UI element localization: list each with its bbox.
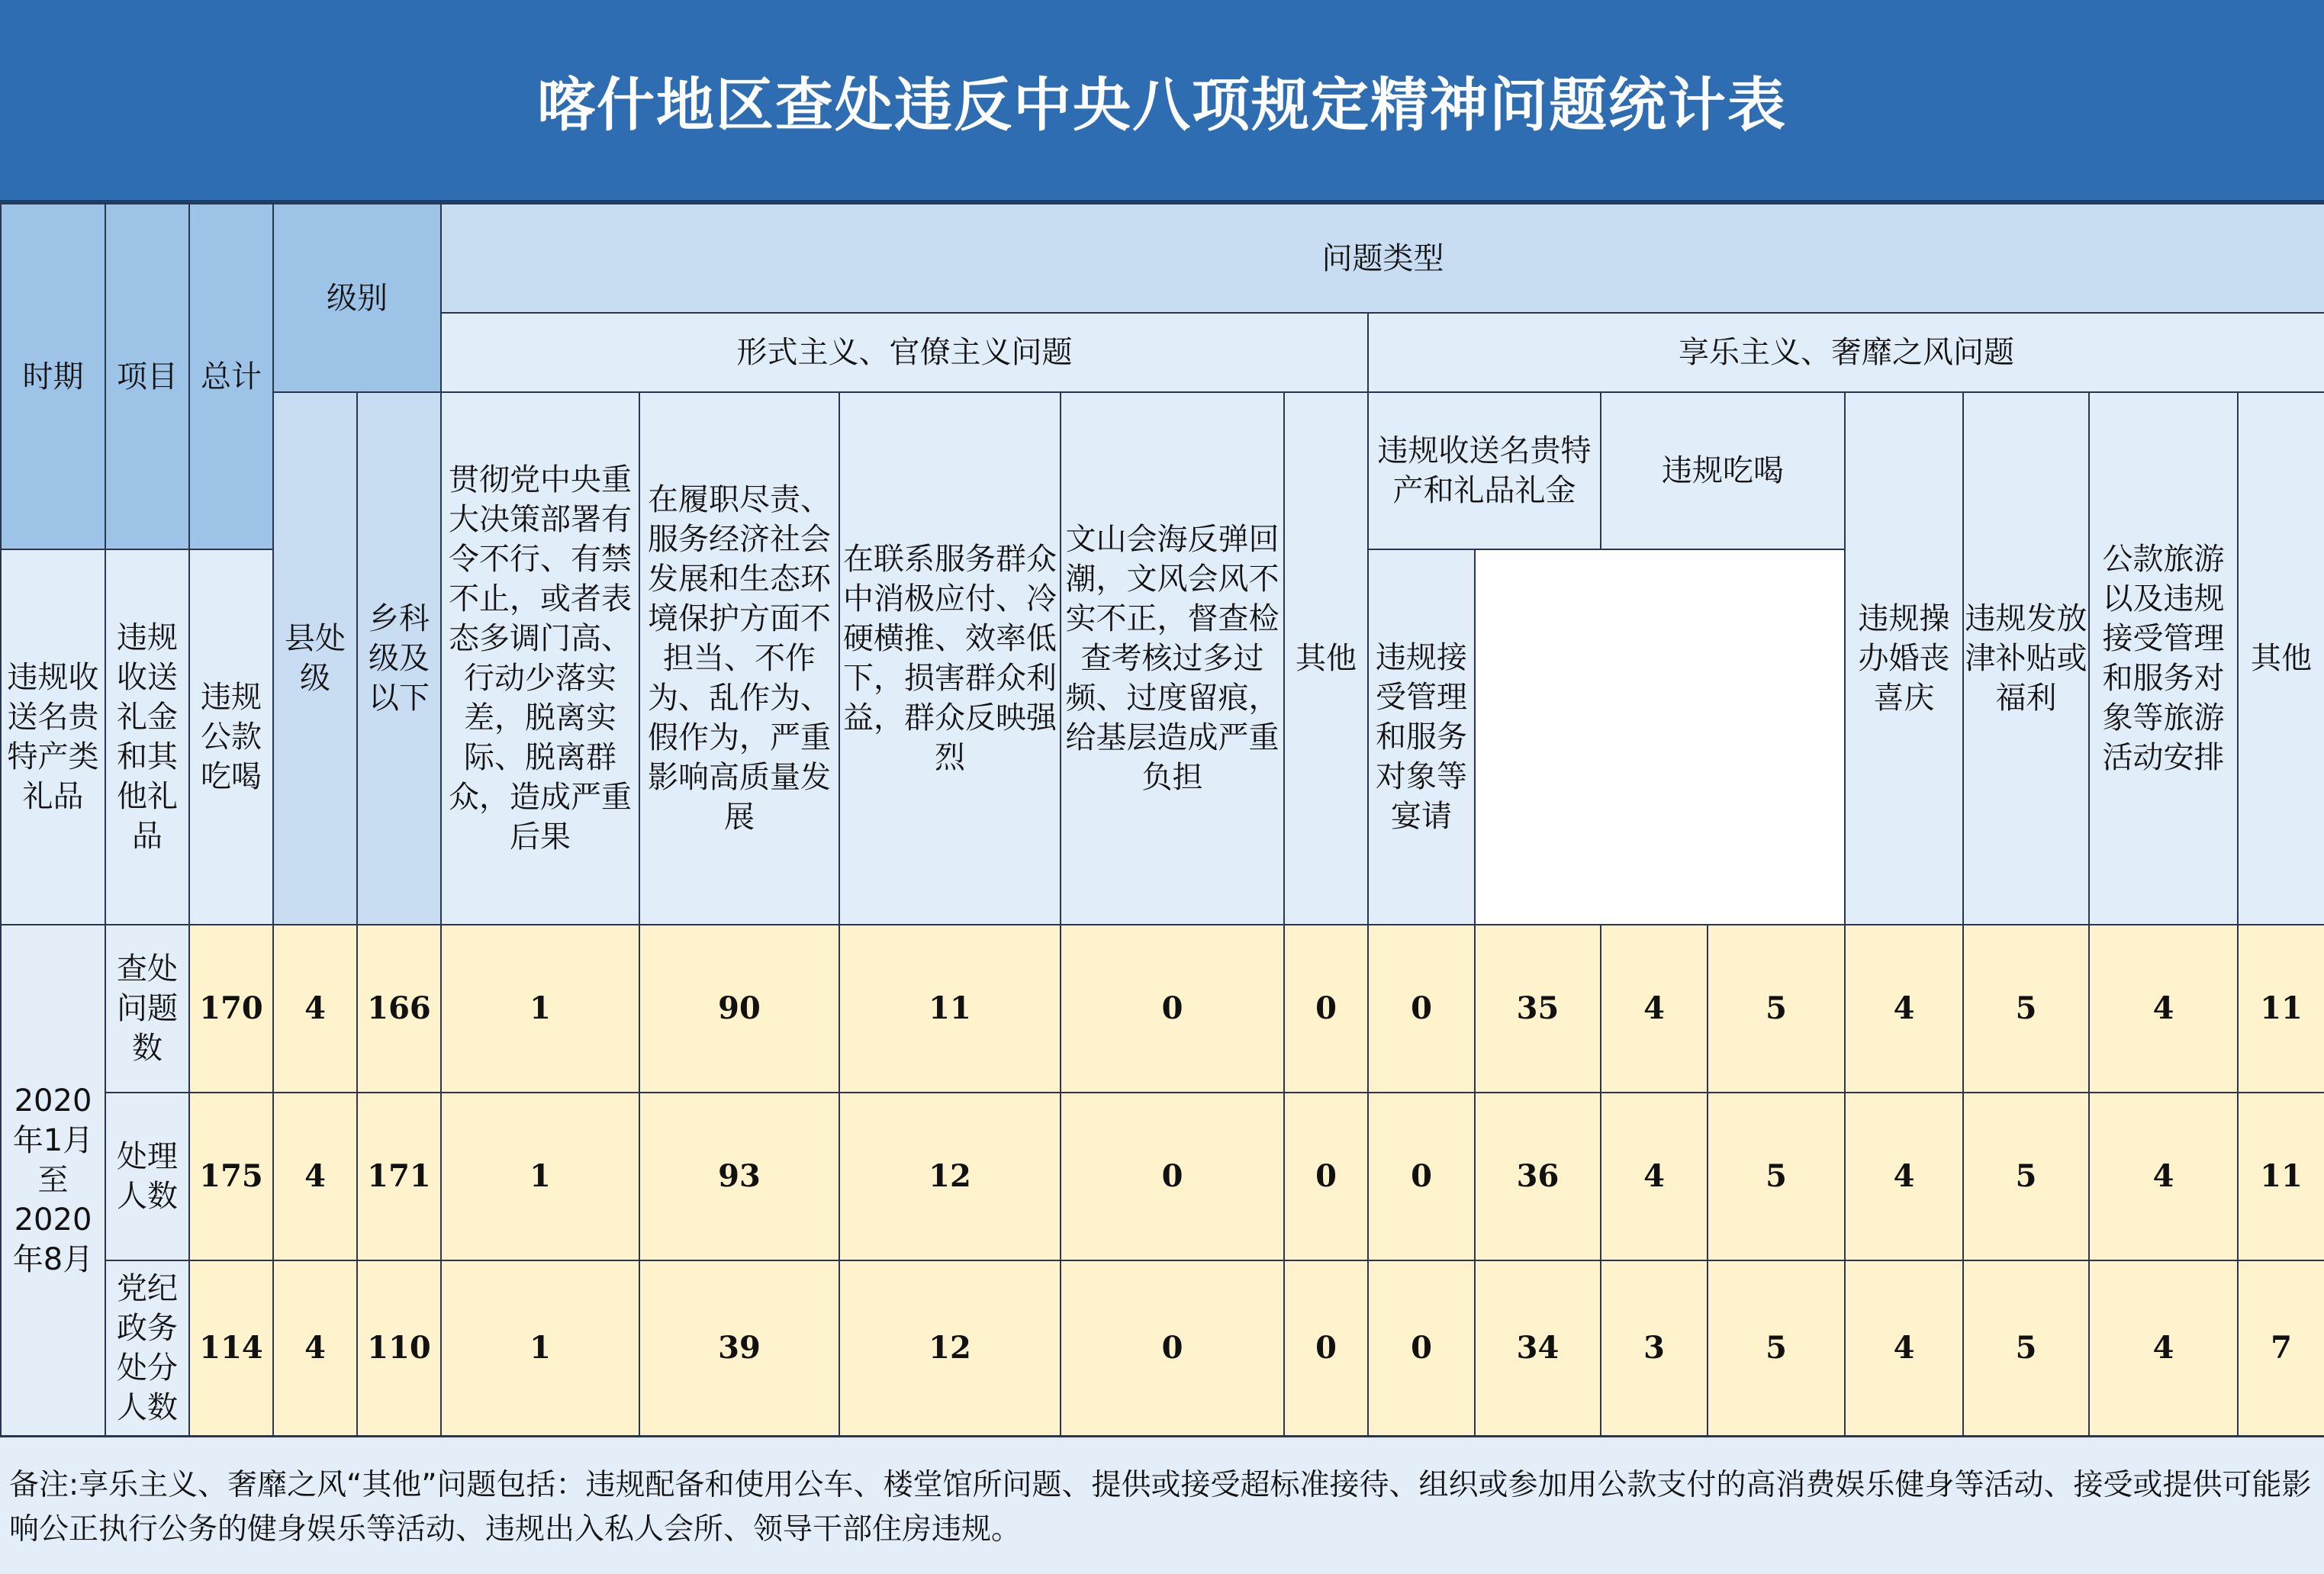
data-cell: 114: [189, 1260, 273, 1436]
hedonism-type-2: 违规收送礼金和其他礼品: [105, 549, 189, 925]
data-cell: 4: [2089, 925, 2238, 1093]
data-cell: 11: [2238, 925, 2324, 1093]
data-cell: 4: [2089, 1260, 2238, 1436]
data-cell: 170: [189, 925, 273, 1093]
data-cell: 5: [1708, 1260, 1845, 1436]
formalism-header: 形式主义、官僚主义问题: [441, 313, 1368, 392]
hedonism-type-7: 公款旅游以及违规接受管理和服务对象等旅游活动安排: [2089, 392, 2238, 925]
problem-types-header: 问题类型: [441, 204, 2324, 313]
data-cell: 4: [1601, 925, 1708, 1093]
data-cell: 35: [1475, 925, 1601, 1093]
formalism-type-4: 文山会海反弹回潮，文风会风不实不正，督查检查考核过多过频、过度留痕，给基层造成严重负担: [1061, 392, 1284, 925]
row-label: 处理人数: [105, 1093, 189, 1260]
hedonism-type-5: 违规操办婚丧喜庆: [1845, 392, 1963, 925]
hedonism-other-header: 其他: [2238, 392, 2324, 925]
data-cell: 171: [357, 1093, 441, 1260]
hedonism-header: 享乐主义、奢靡之风问题: [1368, 313, 2324, 392]
data-cell: 4: [273, 1260, 357, 1436]
period-header: 时期: [1, 204, 105, 549]
data-cell: 166: [357, 925, 441, 1093]
footnote: 备注:享乐主义、奢靡之风“其他”问题包括：违规配备和使用公车、楼堂馆所问题、提供或接受超标准接待、组织或参加用公款支付的高消费娱乐健身等活动、接受或提供可能影响公正执行公务的健身娱乐等活动、违规出入私人会所、领导干部住房违规。: [0, 1435, 2324, 1574]
data-cell: 0: [1061, 925, 1284, 1093]
data-cell: 34: [1475, 1260, 1601, 1436]
data-cell: 3: [1601, 1260, 1708, 1436]
row-label: 党纪政务处分人数: [105, 1260, 189, 1436]
data-cell: 4: [1845, 1260, 1963, 1436]
township-level-header: 乡科级及以下: [357, 392, 441, 925]
data-cell: 4: [1845, 1093, 1963, 1260]
hedonism-type-1: 违规收送名贵特产类礼品: [1, 549, 105, 925]
data-cell: 110: [357, 1260, 441, 1436]
data-cell: 4: [273, 1093, 357, 1260]
level-header: 级别: [273, 204, 441, 392]
data-cell: 90: [639, 925, 839, 1093]
county-level-header: 县处级: [273, 392, 357, 925]
data-cell: 5: [1963, 925, 2089, 1093]
dining-group-header: 违规吃喝: [1601, 392, 1845, 549]
data-cell: 5: [1963, 1260, 2089, 1436]
data-cell: 11: [2238, 1093, 2324, 1260]
data-cell: 1: [441, 1093, 639, 1260]
data-cell: 7: [2238, 1260, 2324, 1436]
data-cell: 0: [1284, 1093, 1368, 1260]
data-cell: 175: [189, 1093, 273, 1260]
period-label: 2020年1月至2020年8月: [1, 925, 105, 1436]
statistics-table: [0, 203, 2324, 1437]
data-cell: 12: [839, 1260, 1061, 1436]
data-cell: 4: [2089, 1093, 2238, 1260]
formalism-type-1: 贯彻党中央重大决策部署有令不行、有禁不止，或者表态多调门高、行动少落实差，脱离实际、脱离群众，造成严重后果: [441, 392, 639, 925]
data-cell: 5: [1963, 1093, 2089, 1260]
data-cell: 1: [441, 925, 639, 1093]
hedonism-type-6: 违规发放津补贴或福利: [1963, 392, 2089, 925]
data-cell: 0: [1368, 1260, 1475, 1436]
data-cell: 36: [1475, 1093, 1601, 1260]
data-cell: 39: [639, 1260, 839, 1436]
data-cell: 0: [1368, 925, 1475, 1093]
hedonism-type-4: 违规接受管理和服务对象等宴请: [1368, 549, 1475, 925]
gift-group-header: 违规收送名贵特产和礼品礼金: [1368, 392, 1601, 549]
data-cell: 5: [1708, 925, 1845, 1093]
data-cell: 4: [273, 925, 357, 1093]
formalism-type-2: 在履职尽责、服务经济社会发展和生态环境保护方面不担当、不作为、乱作为、假作为，严重影响高质量发展: [639, 392, 839, 925]
data-cell: 93: [639, 1093, 839, 1260]
data-cell: 0: [1061, 1093, 1284, 1260]
data-cell: 0: [1284, 925, 1368, 1093]
item-header: 项目: [105, 204, 189, 549]
data-cell: 0: [1368, 1093, 1475, 1260]
data-cell: 12: [839, 1093, 1061, 1260]
data-cell: 1: [441, 1260, 639, 1436]
data-cell: 0: [1284, 1260, 1368, 1436]
data-cell: 0: [1061, 1260, 1284, 1436]
data-cell: 4: [1601, 1093, 1708, 1260]
formalism-type-3: 在联系服务群众中消极应付、冷硬横推、效率低下，损害群众利益，群众反映强烈: [839, 392, 1061, 925]
page-title: 喀什地区查处违反中央八项规定精神问题统计表: [0, 0, 2324, 203]
hedonism-type-3: 违规公款吃喝: [189, 549, 273, 925]
data-cell: 4: [1845, 925, 1963, 1093]
data-cell: 5: [1708, 1093, 1845, 1260]
total-header: 总计: [189, 204, 273, 549]
data-cell: 11: [839, 925, 1061, 1093]
formalism-other-header: 其他: [1284, 392, 1368, 925]
row-label: 查处问题数: [105, 925, 189, 1093]
